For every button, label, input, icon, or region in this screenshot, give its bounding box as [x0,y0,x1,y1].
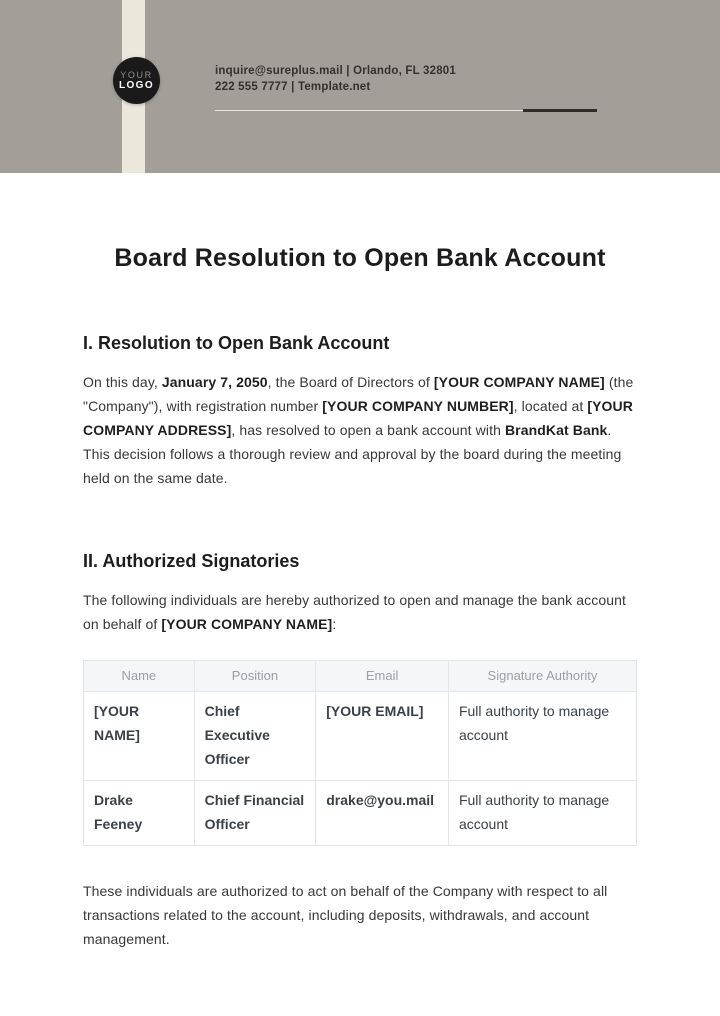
placeholder-bold-text: January 7, 2050 [161,374,268,390]
text-run: , the Board of Directors of [267,374,434,390]
placeholder-bold-text: [YOUR COMPANY NAME] [433,374,605,390]
table-cell-position: Chief Financial Officer [194,781,316,846]
table-row [84,692,637,781]
contact-line-email-address: inquire@sureplus.mail | Orlando, FL 32801 [215,65,456,77]
placeholder-bold-text: [YOUR COMPANY ADDRESS] [83,398,633,438]
text-run: . This decision follows a thorough review and approval by the board during the meeting held on the same date. [83,422,622,486]
table-cell-name: Drake Feeney [84,781,195,846]
contact-info [215,63,456,95]
section-resolution [83,333,637,490]
placeholder-bold-text: BrandKat Bank [504,422,608,438]
section-1-heading: I. Resolution to Open Bank Account [83,333,390,353]
closing-paragraph [83,879,637,951]
section-2-heading: II. Authorized Signatories [83,551,300,571]
section-1-paragraph [83,370,637,490]
text-run: , located at [513,398,588,414]
column-header-email: Email [316,661,449,692]
column-header-position: Position [194,661,316,692]
signatories-table [83,660,637,846]
placeholder-bold-text: [YOUR COMPANY NUMBER] [322,398,514,414]
header-divider-line [215,110,523,111]
contact-line-phone-website: 222 555 7777 | Template.net [215,81,371,93]
text-run: The following individuals are hereby authorized to open and manage the bank account on behalf of [83,592,626,632]
document-body [0,173,720,951]
logo-text-top: YOUR [120,69,153,80]
table-row [84,781,637,846]
placeholder-bold-text: [YOUR COMPANY NAME] [161,616,333,632]
section-signatories [83,551,637,636]
document-title: Board Resolution to Open Bank Account [114,244,606,272]
table-cell-name: [YOUR NAME] [84,692,195,781]
table-cell-email: drake@you.mail [316,781,449,846]
company-logo [113,57,160,104]
table-cell-email: [YOUR EMAIL] [316,692,449,781]
letterhead [0,0,720,173]
text-run: , has resolved to open a bank account with [231,422,505,438]
text-run: : [332,616,337,632]
section-2-paragraph [83,588,637,636]
text-run: These individuals are authorized to act on behalf of the Company with respect to all transactions related to the account, including deposits, withdrawals, and account management. [83,883,608,947]
column-header-signature-authority: Signature Authority [448,661,636,692]
table-cell-signature-authority: Full authority to manage account [448,692,636,781]
header-divider-accent [523,109,597,112]
logo-text-bottom: LOGO [118,79,155,91]
table-header-row [84,661,637,692]
column-header-name: Name [84,661,195,692]
table-cell-signature-authority: Full authority to manage account [448,781,636,846]
table-cell-position: Chief Executive Officer [194,692,316,781]
text-run: On this day, [83,374,162,390]
text-run: (the "Company"), with registration number [83,374,634,414]
